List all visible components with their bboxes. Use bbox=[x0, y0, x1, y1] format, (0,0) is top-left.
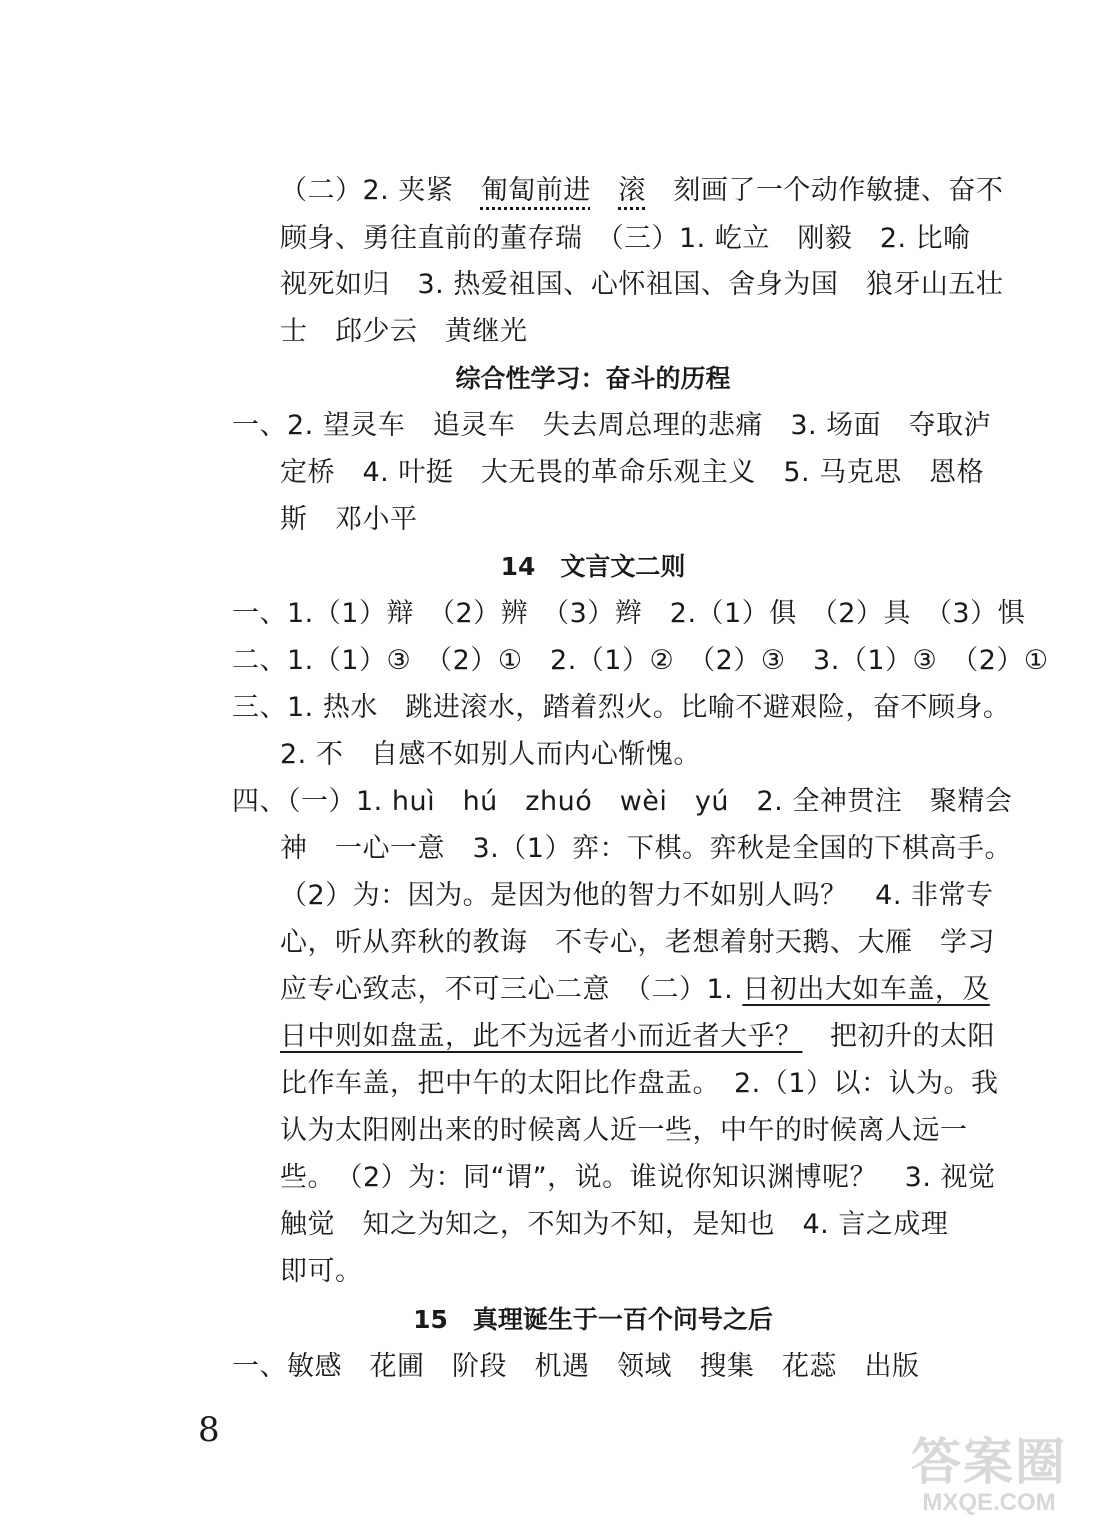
text-line: 认为太阳刚出来的时候离人近一些，中午的时候离人远一 bbox=[280, 1115, 968, 1146]
emphasis-dotted: 匍匐前进 bbox=[480, 175, 591, 206]
text-line: 四、（一）1. huì hú zhuó wèi yú 2. 全神贯注 聚精会 bbox=[232, 786, 1013, 817]
text-line: 触觉 知之为知之，不知为不知，是知也 4. 言之成理 bbox=[280, 1209, 949, 1240]
text-segment bbox=[591, 175, 619, 206]
text-line: 二、1.（1）③ （2）① 2.（1）② （2）③ 3.（1）③ （2）① bbox=[232, 645, 1049, 676]
text-line bbox=[280, 973, 990, 1007]
text-line: 些。 （2）为：同“谓”，说。谁说你知识渊博呢？ 3. 视觉 bbox=[280, 1162, 996, 1193]
text-line: 比作车盖，把中午的太阳比作盘盂。 2.（1）以：认为。我 bbox=[280, 1068, 999, 1099]
section-heading: 综合性学习：奋斗的历程 bbox=[455, 364, 731, 393]
text-line: 视死如归 3. 热爱祖国、心怀祖国、舍身为国 狼牙山五壮 bbox=[280, 269, 1004, 300]
text-line: 一、1.（1）辩 （2）辨 （3）辫 2.（1）俱 （2）具 （3）惧 bbox=[232, 598, 1026, 629]
page-number: 8 bbox=[198, 1410, 220, 1450]
text-line: 顾身、勇往直前的董存瑞 （三）1. 屹立 刚毅 2. 比喻 bbox=[280, 223, 971, 254]
text-line: （2）为：因为。是因为他的智力不如别人吗？ 4. 非常专 bbox=[280, 880, 994, 911]
text-segment: （二）2. 夹紧 bbox=[280, 175, 481, 206]
text-line: 三、1. 热水 跳进滚水，踏着烈火。比喻不避艰险，奋不顾身。 bbox=[232, 692, 1011, 723]
text-line: 2. 不 自感不如别人而内心惭愧。 bbox=[280, 739, 701, 770]
text-line: 一、2. 望灵车 追灵车 失去周总理的悲痛 3. 场面 夺取泸 bbox=[232, 410, 992, 441]
text-line bbox=[280, 1020, 995, 1054]
watermark-url: MXQE.COM bbox=[922, 1489, 1056, 1516]
section-heading: 15 真理诞生于一百个问号之后 bbox=[413, 1305, 773, 1334]
watermark-logo bbox=[894, 1434, 1084, 1516]
text-line: 士 邱少云 黄继光 bbox=[280, 316, 528, 347]
text-segment: 刻画了一个动作敏捷、奋不 bbox=[645, 175, 1004, 206]
text-line: 一、敏感 花圃 阶段 机遇 领域 搜集 花蕊 出版 bbox=[232, 1351, 920, 1382]
text-line: 神 一心一意 3.（1）弈：下棋。弈秋是全国的下棋高手。 bbox=[280, 833, 1012, 864]
text-line: 斯 邓小平 bbox=[280, 504, 418, 535]
text-segment: 应专心致志，不可三心二意 （二）1. bbox=[280, 974, 743, 1005]
underlined-quote: 日初出大如车盖，及 bbox=[742, 974, 990, 1005]
watermark-mark: 答案圈 bbox=[911, 1434, 1067, 1490]
text-line bbox=[280, 174, 1003, 208]
section-heading: 14 文言文二则 bbox=[500, 552, 686, 581]
underlined-quote: 日中则如盘盂，此不为远者小而近者大乎？ bbox=[280, 1021, 803, 1052]
text-line: 即可。 bbox=[280, 1256, 363, 1287]
text-line: 心，听从弈秋的教诲 不专心，老想着射天鹅、大雁 学习 bbox=[280, 927, 995, 958]
emphasis-dotted: 滚 bbox=[618, 175, 646, 206]
text-segment: 把初升的太阳 bbox=[802, 1021, 995, 1052]
text-line: 定桥 4. 叶挺 大无畏的革命乐观主义 5. 马克思 恩格 bbox=[280, 457, 985, 488]
